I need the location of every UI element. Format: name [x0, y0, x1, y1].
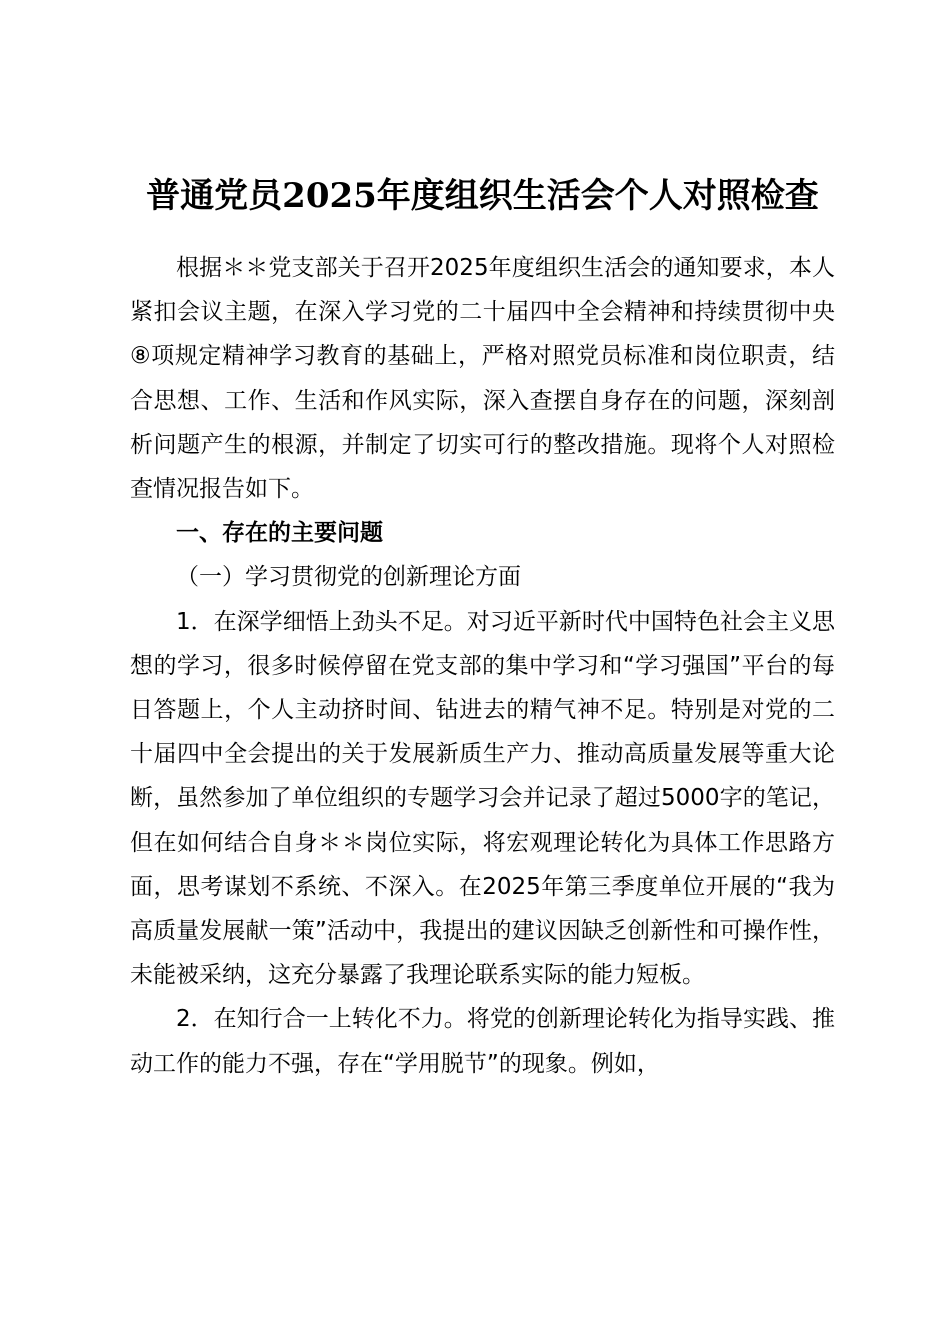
point-paragraph-1: 1．在深学细悟上劲头不足。对习近平新时代中国特色社会主义思想的学习，很多时候停留在党支部的集中学习和“学习强国”平台的每日答题上，个人主动挤时间、钻进去的精气神不足。特别是对党的二十届四中全会提出的关于发展新质生产力、推动高质量发展等重大论断，虽然参加了单位组织的专题学习会并记录了超过5000字的笔记，但在如何结合自身＊＊岗位实际，将宏观理论转化为具体工作思路方面，思考谋划不系统、不深入。在2025年第三季度单位开展的“我为高质量发展献一策”活动中，我提出的建议因缺乏创新性和可操作性，未能被采纳，这充分暴露了我理论联系实际的能力短板。 [130, 608, 835, 989]
document-page [130, 168, 835, 1086]
document-title: 普通党员2025年度组织生活会个人对照检查 [146, 176, 819, 216]
subsection-heading-theory: （一）学习贯彻党的创新理论方面 [176, 564, 521, 591]
document-body [130, 246, 835, 1086]
point-paragraph-2: 2．在知行合一上转化不力。将党的创新理论转化为指导实践、推动工作的能力不强，存在“学用脱节”的现象。例如， [130, 1006, 835, 1077]
section-heading-problems: 一、存在的主要问题 [176, 520, 383, 547]
intro-paragraph: 根据＊＊党支部关于召开2025年度组织生活会的通知要求，本人紧扣会议主题，在深入学习党的二十届四中全会精神和持续贯彻中央⑧项规定精神学习教育的基础上，严格对照党员标准和岗位职责，结合思想、工作、生活和作风实际，深入查摆自身存在的问题，深刻剖析问题产生的根源，并制定了切实可行的整改措施。现将个人对照检查情况报告如下。 [130, 255, 835, 503]
